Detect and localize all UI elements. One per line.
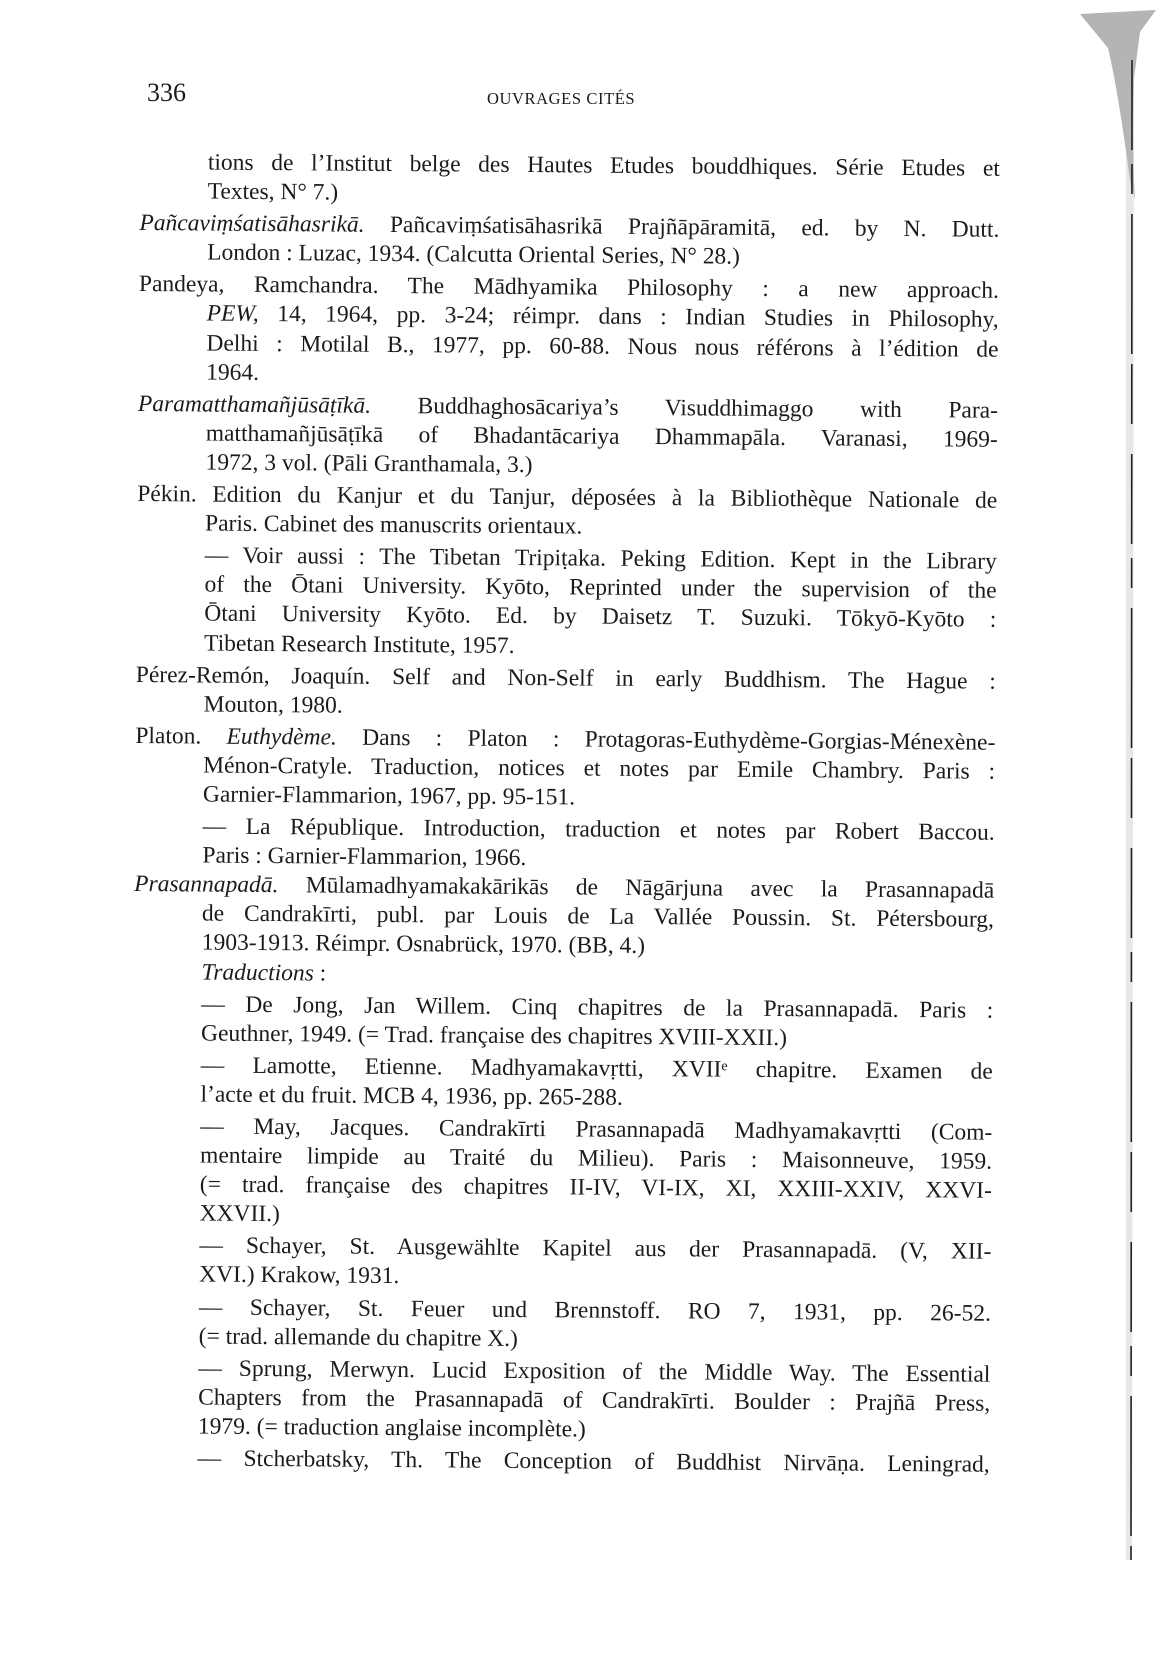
line-text: XVI.) Krakow, 1931. bbox=[199, 1261, 400, 1290]
line-text: Mouton, 1980. bbox=[203, 691, 343, 719]
scan-edge-shadow bbox=[1060, 0, 1170, 1654]
line-text: — Voir aussi : The Tibetan Tripiṭaka. Peking Edition. Kept in the Library bbox=[204, 542, 997, 575]
line-text: de Candrakīrti, publ. par Louis de La Vallée Poussin. St. Pétersbourg, bbox=[201, 900, 995, 934]
line-text: of the Ōtani University. Kyōto, Reprinted under the supervision of the bbox=[204, 571, 997, 605]
italic-title: Traductions bbox=[201, 959, 314, 986]
line-text: tions de l’Institut belge des Hautes Etudes bouddhiques. Série Etudes et bbox=[207, 149, 1000, 182]
italic-title: PEW, bbox=[206, 300, 259, 328]
line-text: Tibetan Research Institute, 1957. bbox=[204, 630, 515, 659]
line-text: — Schayer, St. Ausgewählte Kapitel aus der Prasannapadā. (V, XII- bbox=[199, 1232, 992, 1266]
line-text: — Schayer, St. Feuer und Brennstoff. RO 7, 1931, pp. 26-52. bbox=[198, 1294, 991, 1327]
line-text: Ōtani University Kyōto. Ed. by Daisetz T. Suzuki. Tōkyō-Kyōto : bbox=[204, 600, 997, 634]
line-text: — La République. Introduction, traduction et notes par Robert Baccou. bbox=[202, 813, 995, 846]
page-number: 336 bbox=[147, 78, 186, 107]
line-text: — Sprung, Merwyn. Lucid Exposition of the Middle Way. The Essential bbox=[198, 1355, 991, 1388]
line-text: Ménon-Cratyle. Traduction, notices et notes par Emile Chambry. Paris : bbox=[203, 752, 996, 785]
bibliography-text bbox=[130, 148, 1000, 1480]
line-text: 1979. (= traduction anglaise incomplète.) bbox=[197, 1413, 586, 1443]
line-text: (= trad. allemande du chapitre X.) bbox=[198, 1323, 519, 1352]
line-text: l’acte et du fruit. MCB 4, 1936, pp. 265-288. bbox=[200, 1081, 623, 1111]
line-text: Garnier-Flammarion, 1967, pp. 95-151. bbox=[202, 781, 576, 811]
line-text: Mūlamadhyamakakārikās de Nāgārjuna avec la Prasannapadā bbox=[278, 872, 995, 904]
text-line bbox=[130, 1444, 990, 1480]
line-text: — De Jong, Jan Willem. Cinq chapitres de la Prasannapadā. Paris : bbox=[201, 991, 994, 1024]
line-text: — Lamotte, Etienne. Madhyamakavṛtti, XVIIᵉ chapitre. Examen de bbox=[200, 1052, 993, 1085]
line-text: (= trad. française des chapitres II-IV, VI-IX, XI, XXIII-XXIV, XXVI- bbox=[199, 1171, 992, 1204]
line-text: Platon. bbox=[135, 722, 227, 750]
line-text: matthamañjūsāṭīkā of Bhadantācariya Dhammapāla. Varanasi, 1969- bbox=[205, 420, 998, 453]
line-text: — May, Jacques. Candrakīrti Prasannapadā Madhyamakavṛtti (Com- bbox=[200, 1113, 993, 1146]
line-text: Pékin. Edition du Kanjur et du Tanjur, déposées à la Bibliothèque Nationale de bbox=[137, 481, 998, 514]
italic-title: Paramatthamañjūsāṭīkā. bbox=[137, 390, 372, 419]
line-text: Textes, N° 7.) bbox=[207, 178, 339, 206]
line-text: Pandeya, Ramchandra. The Mādhyamika Philosophy : a new approach. bbox=[138, 271, 1000, 305]
line-text: mentaire limpide au Traité du Milieu). Paris : Maisonneuve, 1959. bbox=[199, 1142, 993, 1175]
italic-title: Euthydème. bbox=[226, 723, 337, 751]
line-text: 1972, 3 vol. (Pāli Granthamala, 3.) bbox=[205, 449, 533, 479]
line-text: : bbox=[313, 959, 327, 987]
line-text: Paris. Cabinet des manuscrits orientaux. bbox=[204, 510, 583, 540]
line-text: Pérez-Remón, Joaquín. Self and Non-Self in early Buddhism. The Hague : bbox=[135, 661, 996, 695]
line-text: XXVII.) bbox=[199, 1200, 280, 1228]
line-text: — Stcherbatsky, Th. The Conception of Buddhist Nirvāṇa. Leningrad, bbox=[197, 1445, 990, 1478]
line-text: Dans : Platon : Protagoras-Euthydème-Gorgias-Ménexène- bbox=[336, 724, 996, 756]
line-text: Pañcaviṃśatisāhasrikā Prajñāpāramitā, ed. by N. Dutt. bbox=[364, 211, 1000, 243]
line-text: Paris : Garnier-Flammarion, 1966. bbox=[202, 842, 527, 872]
italic-title: Prasannapadā. bbox=[134, 871, 279, 899]
line-text: 14, 1964, pp. 3-24; réimpr. dans : Indian Studies in Philosophy, bbox=[258, 301, 999, 334]
line-text: 1964. bbox=[206, 359, 260, 386]
line-text: Chapters from the Prasannapadā of Candrakīrti. Boulder : Prajñā Press, bbox=[198, 1384, 991, 1417]
line-text: Delhi : Motilal B., 1977, pp. 60-88. Nous nous référons à l’édition de bbox=[206, 330, 999, 363]
line-text: London : Luzac, 1934. (Calcutta Oriental Series, N° 28.) bbox=[207, 239, 741, 270]
line-text: Buddhaghosācariya’s Visuddhimaggo with Para- bbox=[370, 392, 999, 424]
italic-title: Pañcaviṃśatisāhasrikā. bbox=[139, 210, 365, 238]
line-text: 1903-1913. Réimpr. Osnabrück, 1970. (BB, 4.) bbox=[201, 929, 646, 960]
line-text: Geuthner, 1949. (= Trad. française des chapitres XVIII-XXII.) bbox=[200, 1020, 788, 1051]
running-head: OUVRAGES CITÉS bbox=[487, 89, 636, 108]
